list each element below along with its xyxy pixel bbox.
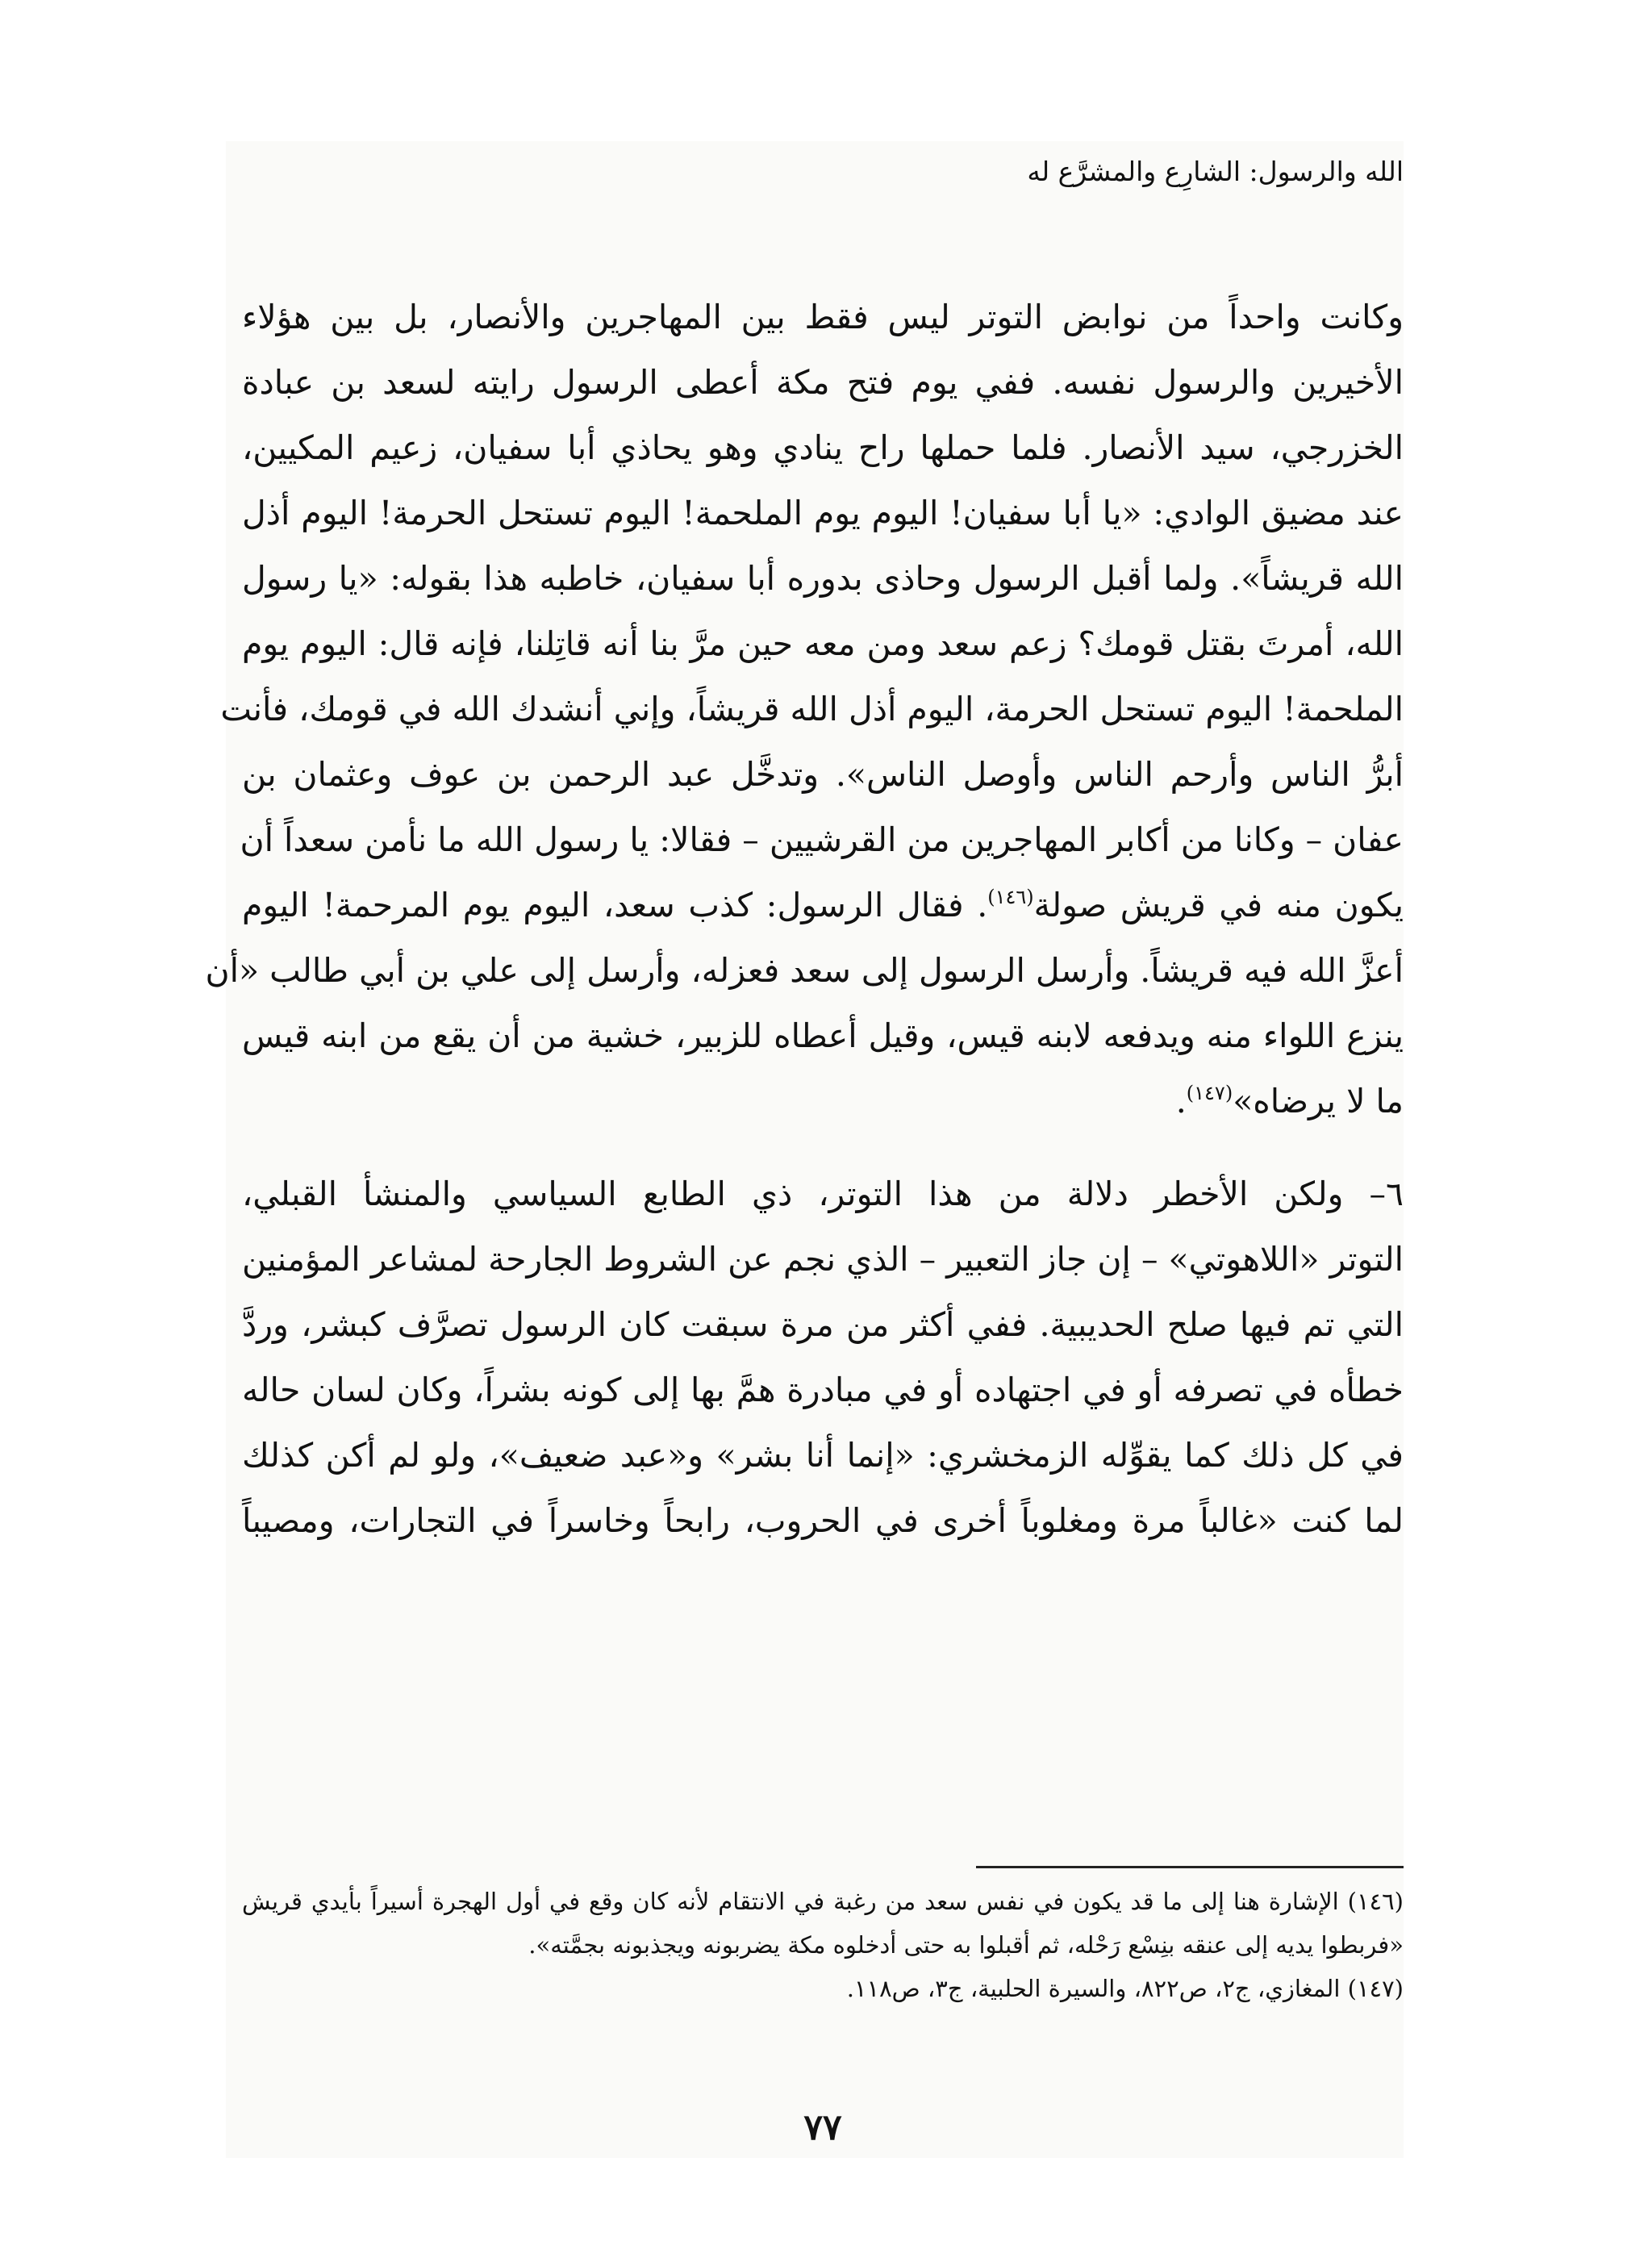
paragraph-2-line-5: في كل ذلك كما يقوِّله الزمخشري: «إنما أنا بشر» و«عبد ضعيف»، ولو لم أكن كذلك (242, 1436, 1404, 1475)
footnote-divider (976, 1866, 1404, 1868)
footnote-ref-147: (١٤٧) (1186, 1082, 1233, 1104)
paragraph-2-line-3: التي تم فيها صلح الحديبية. ففي أكثر من مرة سبقت كان الرسول تصرَّف كبشر، وردَّ (242, 1305, 1404, 1344)
paragraph-gap (242, 1134, 1404, 1162)
paragraph-1-line-13 (242, 1069, 1404, 1134)
text-segment: ما لا يرضاه» (1233, 1082, 1404, 1120)
paragraph-1-line-4: عند مضيق الوادي: «يا أبا سفيان! اليوم يوم الملحمة! اليوم تستحل الحرمة! اليوم أذل (242, 494, 1404, 532)
paragraph-1-line-12: ينزع اللواء منه ويدفعه لابنه قيس، وقيل أعطاه للزبير، خشية من أن يقع من ابنه قيس (242, 1016, 1404, 1055)
paragraph-2-line-2: التوتر «اللاهوتي» – إن جاز التعبير – الذي نجم عن الشروط الجارحة لمشاعر المؤمنين (242, 1240, 1404, 1279)
paragraph-1-line-7: الملحمة! اليوم تستحل الحرمة، اليوم أذل الله قريشاً، وإني أنشدك الله في قومك، فأنت (220, 690, 1404, 728)
text-segment: يكون منه في قريش صولة (1033, 886, 1404, 924)
running-head: الله والرسول: الشارِع والمشرَّع له (1027, 156, 1404, 187)
footnote-ref-146: (١٤٦) (987, 886, 1034, 908)
paragraph-1-line-5: الله قريشاً». ولما أقبل الرسول وحاذى بدوره أبا سفيان، خاطبه هذا بقوله: «يا رسول (242, 559, 1404, 598)
page-number: ٧٧ (803, 2107, 842, 2148)
text-segment: . (1175, 1082, 1187, 1120)
paragraph-2-line-1: ٦– ولكن الأخطر دلالة من هذا التوتر، ذي الطابع السياسي والمنشأ القبلي، (242, 1175, 1404, 1213)
footnote-146-line-2: «فربطوا يديه إلى عنقه بنِسْع رَحْله، ثم أقبلوا به حتى أدخلوه مكة يضربونه ويجذبونه بجمَّته». (528, 1931, 1404, 1959)
paragraph-2-line-4: خطأه في تصرفه أو في اجتهاده أو في مبادرة همَّ بها إلى كونه بشراً، وكان لسان حاله (242, 1371, 1404, 1409)
paragraph-1-line-3: الخزرجي، سيد الأنصار. فلما حملها راح ينادي وهو يحاذي أبا سفيان، زعيم المكيين، (242, 428, 1404, 467)
paragraph-2-line-6: لما كنت «غالباً مرة ومغلوباً أخرى في الحروب، رابحاً وخاسراً في التجارات، ومصيباً (242, 1501, 1404, 1540)
footnote-146-line-1: (١٤٦) الإشارة هنا إلى ما قد يكون في نفس سعد من رغبة في الانتقام لأنه كان وقع في أول الهجرة أسيراً بأيدي قريش (242, 1888, 1404, 1915)
footnotes (242, 1880, 1404, 2010)
paragraph-1-line-2: الأخيرين والرسول نفسه. ففي يوم فتح مكة أعطى الرسول رايته لسعد بن عبادة (242, 363, 1404, 402)
paragraph-1-line-11: أعزَّ الله فيه قريشاً. وأرسل الرسول إلى سعد فعزله، وأرسل إلى علي بن أبي طالب «أن (205, 951, 1404, 990)
book-page (205, 0, 1404, 2266)
paragraph-1-line-10 (242, 873, 1404, 938)
body-text (205, 285, 1404, 1554)
paragraph-1-line-9: عفان – وكانا من أكابر المهاجرين من القرشيين – فقالا: يا رسول الله ما نأمن سعداً أن (240, 820, 1404, 859)
footnote-147: (١٤٧) المغازي، ج٢، ص٨٢٢، والسيرة الحلبية، ج٣، ص١١٨. (846, 1975, 1404, 2002)
paragraph-1-line-8: أبرُّ الناس وأرحم الناس وأوصل الناس». وتدخَّل عبد الرحمن بن عوف وعثمان بن (242, 755, 1404, 794)
paragraph-1-line-6: الله، أمرتَ بقتل قومك؟ زعم سعد ومن معه حين مرَّ بنا أنه قاتِلنا، فإنه قال: اليوم يوم (242, 624, 1404, 663)
paragraph-1-line-1: وكانت واحداً من نوابض التوتر ليس فقط بين المهاجرين والأنصار، بل بين هؤلاء (242, 298, 1404, 336)
text-segment: . فقال الرسول: كذب سعد، اليوم يوم المرحمة! اليوم (242, 886, 988, 924)
